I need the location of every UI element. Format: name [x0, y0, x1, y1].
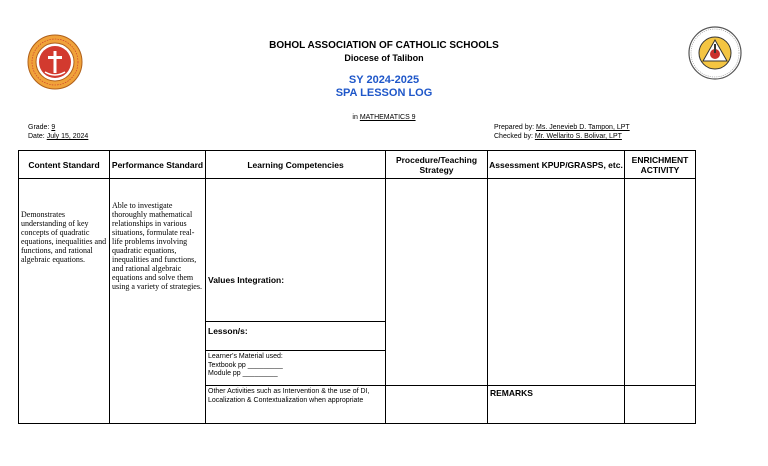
- header-enrichment: ENRICHMENT ACTIVITY: [625, 151, 696, 179]
- school-year: SY 2024-2025: [348, 74, 420, 86]
- org-name: BOHOL ASSOCIATION OF CATHOLIC SCHOOLS: [269, 40, 499, 51]
- textbook-line: Textbook pp _________: [208, 361, 283, 369]
- values-integration-label: Values Integration:: [208, 275, 285, 285]
- performance-standard-text: Able to investigate thoroughly mathematical relationships in various situations, formulate real-life problems involving quadratic equations, inequalities and functions, and rational algebraic equations and solve them using a variety of strategies.: [112, 201, 202, 291]
- grade-line: [28, 123, 55, 132]
- other-procedure-cell[interactable]: [386, 386, 488, 424]
- date-line: [28, 132, 88, 141]
- lessons-label: Lesson/s:: [208, 326, 248, 336]
- checked-label: Checked by:: [494, 133, 533, 140]
- subject-prefix: in: [352, 114, 358, 121]
- assessment-cell[interactable]: [488, 179, 625, 386]
- document-title: SPA LESSON LOG: [335, 87, 433, 99]
- checked-by-line: [494, 132, 622, 141]
- performance-standard-cell[interactable]: [110, 179, 206, 424]
- other-activities-cell[interactable]: [206, 386, 386, 424]
- enrichment-cell[interactable]: [625, 179, 696, 386]
- lesson-log-table: [18, 150, 696, 424]
- content-standard-text: Demonstrates understanding of key concepts of quadratic equations, inequalities and functions, and rational algebraic equations.: [21, 210, 107, 264]
- grade-label: Grade:: [28, 124, 50, 131]
- content-standard-cell[interactable]: [19, 179, 110, 424]
- values-integration-box[interactable]: [206, 179, 385, 322]
- grade-value: 9: [51, 124, 56, 131]
- other-enrichment-cell[interactable]: [625, 386, 696, 424]
- diocese-name: Diocese of Talibon: [344, 53, 424, 63]
- learners-material-label: Learner's Material used:: [208, 353, 283, 360]
- subject-name: MATHEMATICS 9: [359, 114, 416, 121]
- prepared-by-line: [494, 123, 630, 132]
- header-learning-competencies: Learning Competencies: [206, 151, 386, 179]
- remarks-cell[interactable]: [488, 386, 625, 424]
- procedure-cell[interactable]: [386, 179, 488, 386]
- prepared-value: Ms. Jenevieb D. Tampon, LPT: [536, 124, 630, 131]
- learning-competencies-cell[interactable]: [206, 179, 386, 386]
- prepared-label: Prepared by:: [494, 124, 535, 131]
- header-performance-standard: Performance Standard: [110, 151, 206, 179]
- lessons-box[interactable]: [206, 322, 385, 351]
- header-assessment: Assessment KPUP/GRASPS, etc.: [488, 151, 625, 179]
- learners-material-box[interactable]: [206, 351, 385, 379]
- remarks-label: REMARKS: [490, 388, 533, 398]
- checked-value: Mr. Wellarito S. Bolivar, LPT: [534, 133, 622, 140]
- header-procedure: Procedure/Teaching Strategy: [386, 151, 488, 179]
- date-value: July 15, 2024: [46, 133, 89, 140]
- date-label: Date:: [28, 133, 45, 140]
- module-line: Module pp _________: [208, 370, 278, 377]
- subject-line: [0, 113, 768, 122]
- other-activities-text: Other Activities such as Intervention & the use of DI, Localization & Contextualization when appropriate: [208, 388, 370, 404]
- header-content-standard: Content Standard: [19, 151, 110, 179]
